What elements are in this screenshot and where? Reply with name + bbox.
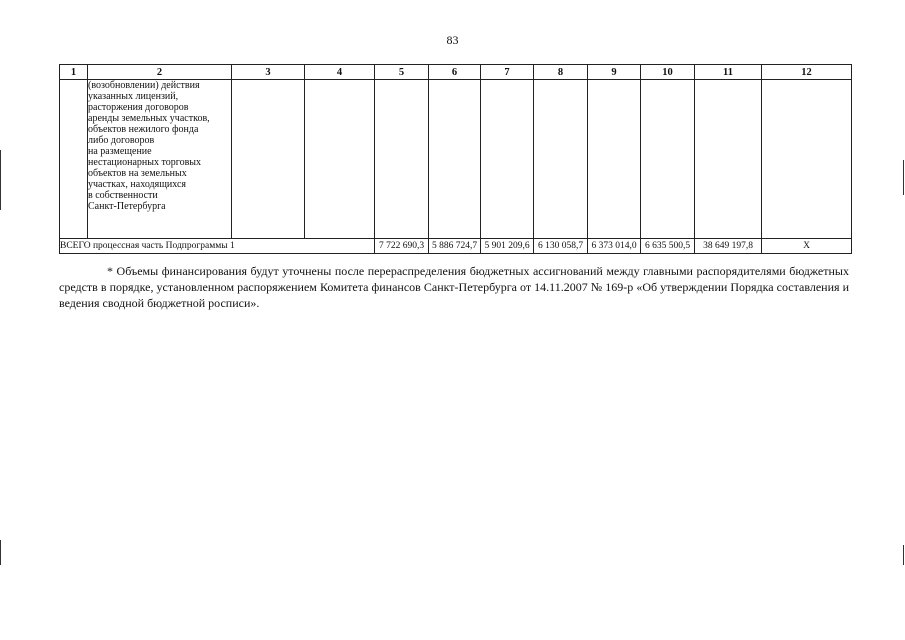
- table-row: [60, 80, 852, 239]
- column-header: 3: [232, 65, 305, 80]
- total-value: 5 886 724,7: [429, 239, 481, 254]
- table-cell: [588, 80, 641, 239]
- scan-edge-mark: [903, 545, 904, 565]
- total-mark: X: [762, 239, 852, 254]
- column-header: 2: [88, 65, 232, 80]
- table-cell: [695, 80, 762, 239]
- table-cell: [232, 80, 305, 239]
- scan-edge-mark: [903, 160, 904, 195]
- table-cell: [481, 80, 534, 239]
- footnote-text: * Объемы финансирования будут уточнены после перераспределения бюджетных ассигнований между главными распорядителями бюджетных средств в порядке, установленном распоряжением Комитета финансов Санкт-Петербурга от 14.11.2007 № 169-р «Об утверждении Порядка составления и ведения сводной бюджетной росписи».: [59, 264, 849, 310]
- table-header-row: [60, 65, 852, 80]
- total-label: ВСЕГО процессная часть Подпрограммы 1: [60, 239, 375, 254]
- table-cell: [641, 80, 695, 239]
- total-value: 6 373 014,0: [588, 239, 641, 254]
- scan-edge-mark: [0, 150, 1, 210]
- column-header: 5: [375, 65, 429, 80]
- table-cell: [534, 80, 588, 239]
- total-value: 38 649 197,8: [695, 239, 762, 254]
- column-header: 8: [534, 65, 588, 80]
- table-cell: [429, 80, 481, 239]
- total-value: 5 901 209,6: [481, 239, 534, 254]
- total-value: 6 130 058,7: [534, 239, 588, 254]
- column-header: 4: [305, 65, 375, 80]
- table-cell: [375, 80, 429, 239]
- column-header: 7: [481, 65, 534, 80]
- table-cell: [60, 80, 88, 239]
- column-header: 9: [588, 65, 641, 80]
- total-value: 6 635 500,5: [641, 239, 695, 254]
- row-description: (возобновлении) действия указанных лицензий, расторжения договоров аренды земельных участков, объектов нежилого фонда либо договоров на размещение нестационарных торговых объектов на земельных участках, находящихся в собственности Санкт-Петербурга: [88, 80, 232, 239]
- budget-table: [59, 64, 852, 254]
- page-number: 83: [446, 33, 459, 47]
- table-cell: [762, 80, 852, 239]
- column-header: 6: [429, 65, 481, 80]
- column-header: 12: [762, 65, 852, 80]
- column-header: 1: [60, 65, 88, 80]
- total-row: [60, 239, 852, 254]
- scan-edge-mark: [0, 540, 1, 565]
- table-cell: [305, 80, 375, 239]
- total-value: 7 722 690,3: [375, 239, 429, 254]
- column-header: 10: [641, 65, 695, 80]
- column-header: 11: [695, 65, 762, 80]
- footnote: [59, 263, 849, 311]
